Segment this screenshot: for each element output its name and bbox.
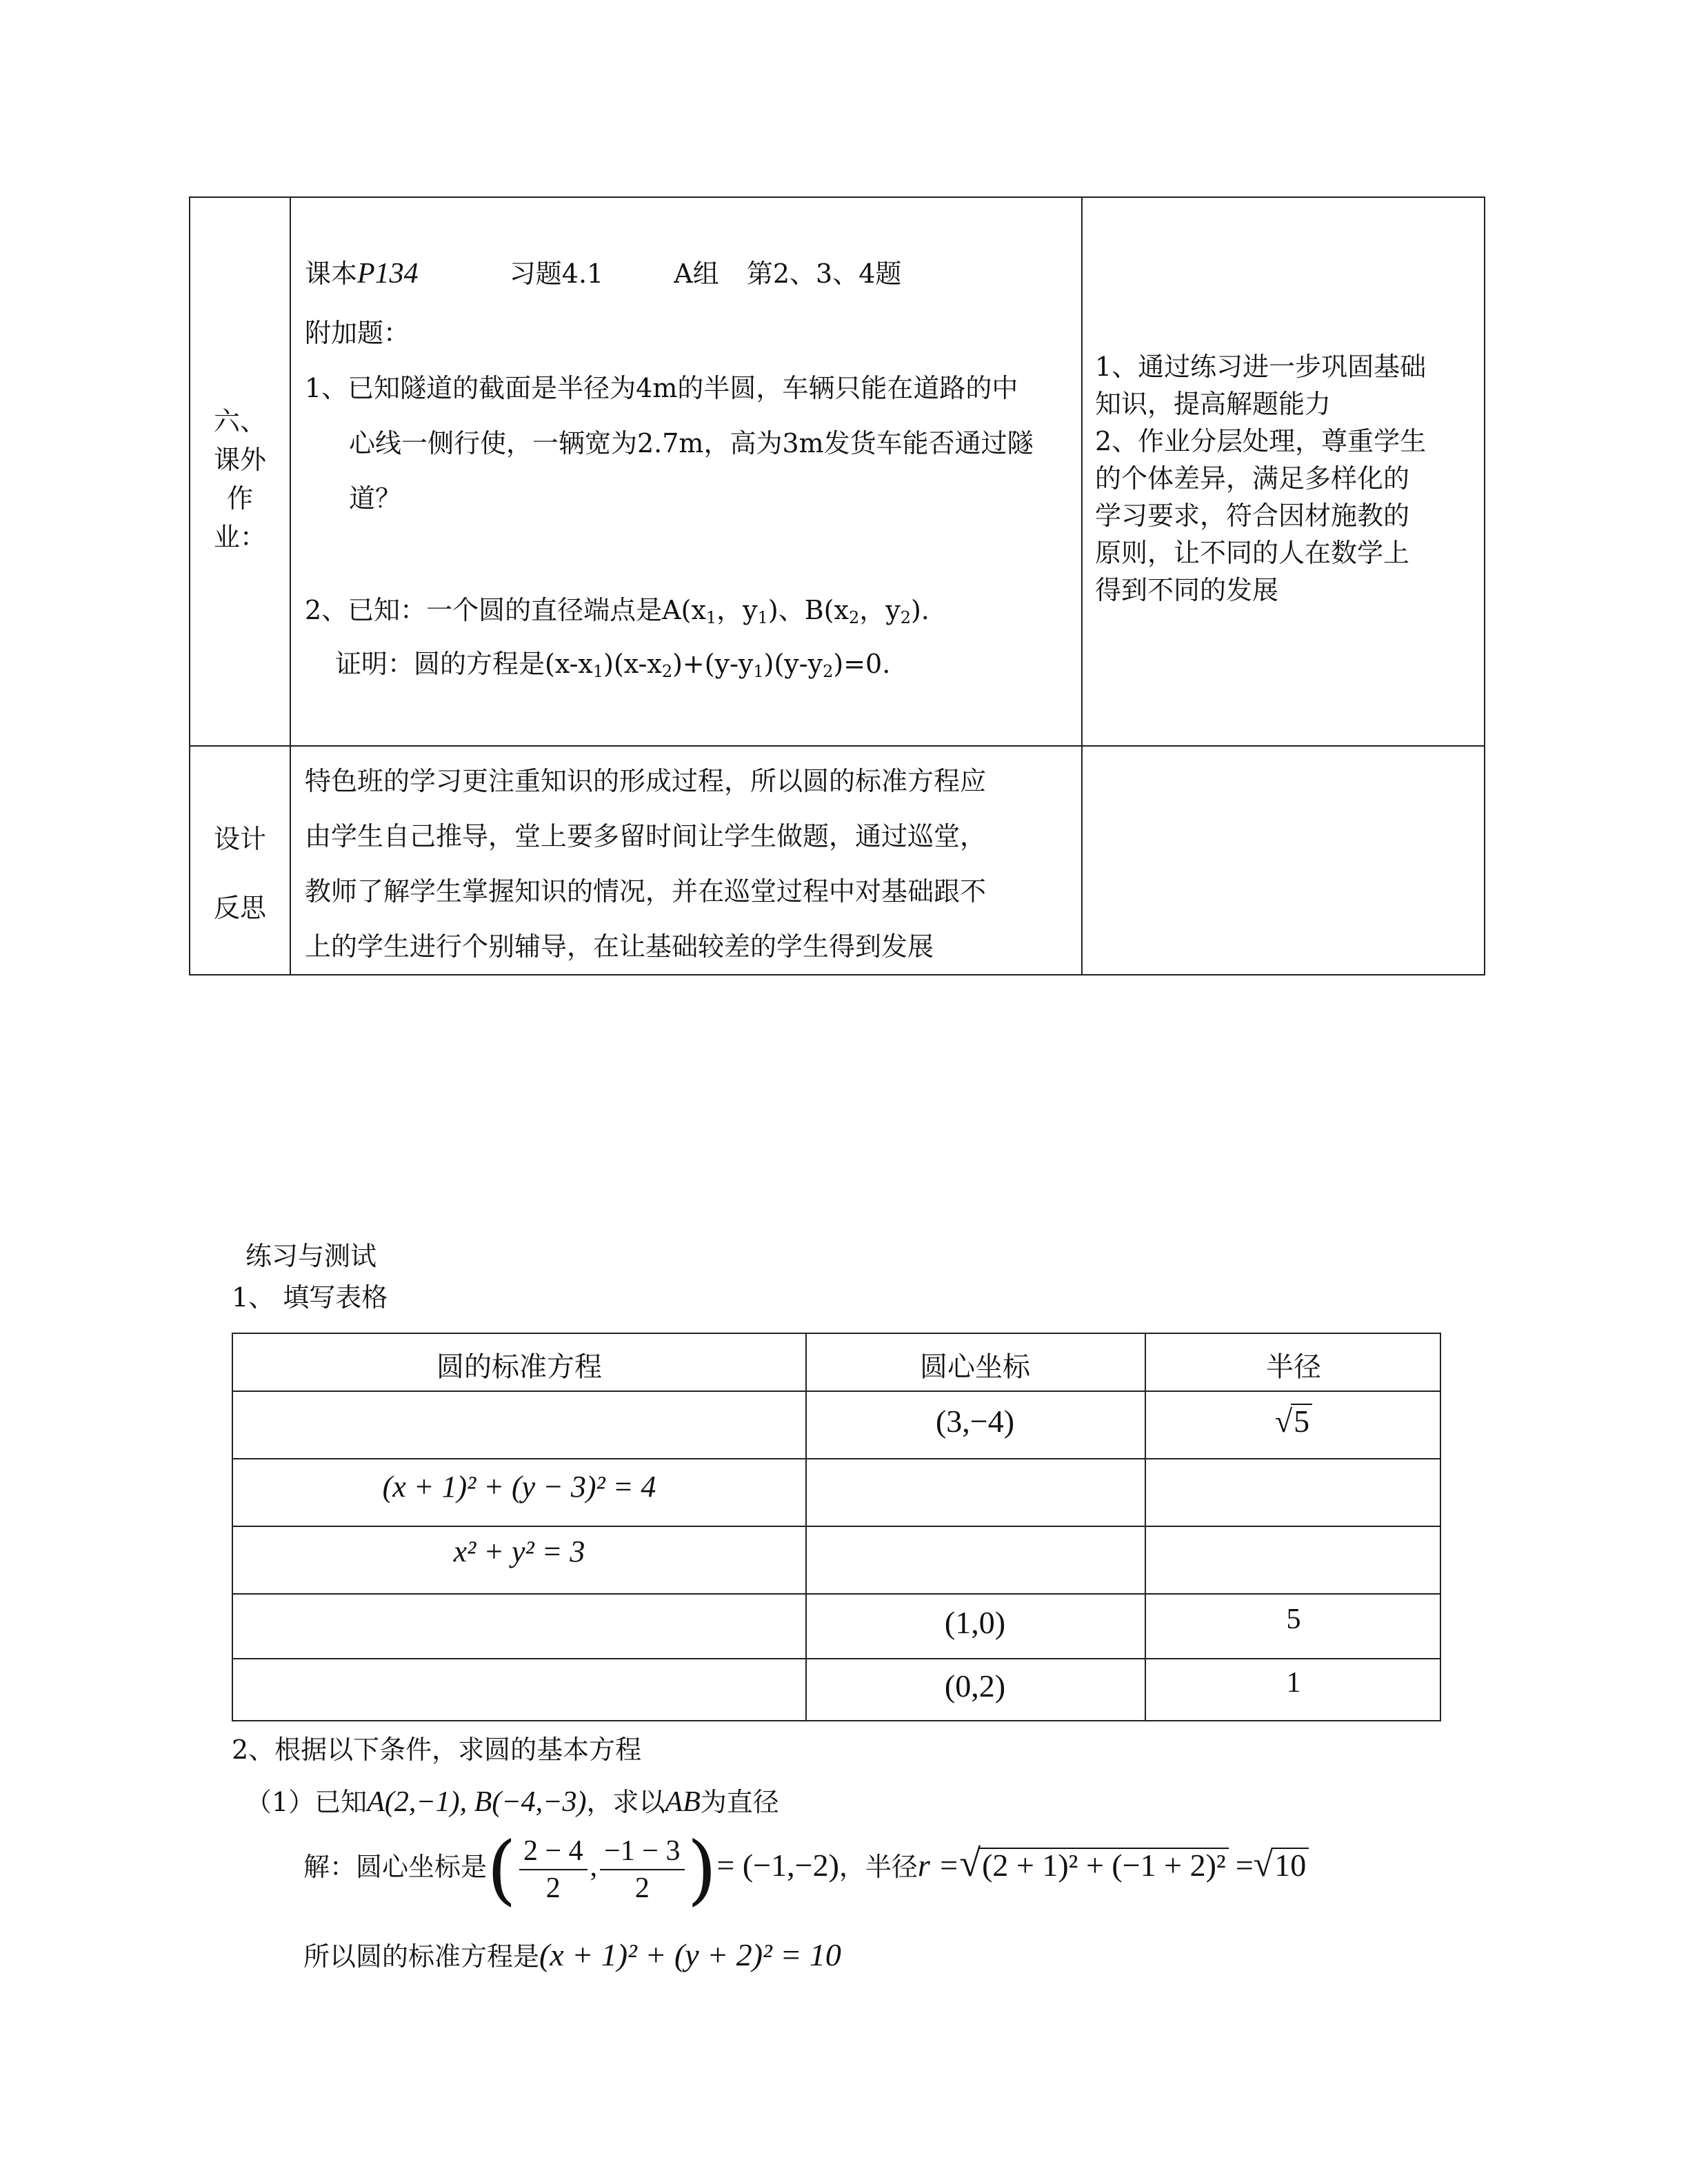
purpose-line: 得到不同的发展 [1095, 575, 1279, 605]
table-divider [805, 1334, 807, 1720]
row5-radius: 1 [1286, 1667, 1301, 1699]
label-line: 六、 [213, 406, 266, 436]
solution-line [303, 1825, 1309, 1914]
proof-text: )=0. [833, 649, 891, 679]
radicand: 5 [1291, 1404, 1312, 1438]
subscript: 2 [661, 662, 673, 681]
homework-purpose [1095, 348, 1481, 609]
proof-text: 证明：圆的方程是(x-x [335, 649, 593, 679]
proof-text: )(x-x [603, 649, 662, 679]
conclusion-equation: (x + 1)² + (y + 2)² = 10 [539, 1937, 841, 1972]
reflection-line: 由学生自己推导，堂上要多留时间让学生做题，通过巡堂， [305, 821, 987, 851]
denominator: 2 [634, 1872, 650, 1904]
fraction-x [519, 1833, 587, 1906]
exercise-group: A组 [674, 259, 719, 289]
q2-text: 2、已知：一个圆的直径端点是A(x [305, 595, 706, 625]
circle-table [232, 1333, 1441, 1721]
radius-label: ，半径 [838, 1852, 918, 1882]
table-divider [233, 1658, 1440, 1659]
row1-radius [1145, 1403, 1443, 1439]
radius-expr: r = [917, 1848, 960, 1883]
sub1-mid: ，求以 [586, 1787, 665, 1817]
subscript: 2 [848, 608, 860, 627]
extra-question-2 [305, 592, 930, 636]
row1-center: (3,−4) [935, 1404, 1015, 1439]
row3-equation: x² + y² = 3 [453, 1535, 585, 1568]
sqrt-symbol: √ [1274, 1404, 1293, 1439]
subscript: 1 [757, 608, 768, 627]
homework-label [208, 402, 272, 556]
numerator: −1 − 3 [600, 1833, 684, 1870]
exercise-items: 第2、3、4题 [746, 259, 902, 289]
extra-title: 附加题： [305, 318, 410, 348]
sub1-prefix: （1）已知 [245, 1787, 368, 1817]
header-radius: 半径 [1266, 1351, 1321, 1383]
sub1-points: A(2,−1), B(−4,−3) [367, 1786, 587, 1818]
label-line: 业： [213, 522, 266, 552]
table-divider [233, 1458, 1440, 1459]
fraction-y [600, 1833, 684, 1906]
subscript: 2 [823, 662, 834, 681]
proof-statement [335, 646, 890, 689]
header-equation: 圆的标准方程 [436, 1351, 602, 1383]
textbook-prefix: 课本 [305, 259, 358, 289]
textbook-page: P134 [357, 258, 419, 290]
purpose-line: 2、作业分层处理，尊重学生 [1095, 426, 1427, 456]
paren-left: ( [487, 1825, 516, 1914]
purpose-line: 知识，提高解题能力 [1095, 389, 1332, 419]
table-divider [233, 1593, 1440, 1595]
reflection-line: 特色班的学习更注重知识的形成过程，所以圆的标准方程应 [305, 766, 987, 796]
table-divider [290, 198, 291, 974]
label-line: 课外 [213, 445, 266, 475]
task2-title: 2、根据以下条件，求圆的基本方程 [232, 1735, 642, 1765]
label-line: 反思 [213, 893, 266, 923]
center-result: = (−1,−2) [716, 1848, 839, 1883]
table-divider [190, 745, 1484, 747]
radius-radicand: (2 + 1)² + (−1 + 2)² [979, 1848, 1229, 1882]
task2-sub1 [245, 1784, 779, 1820]
table-divider [233, 1526, 1440, 1527]
q2-text: ，y [859, 595, 901, 625]
subscript: 1 [705, 608, 717, 627]
reflection-line: 教师了解学生掌握知识的情况，并在巡堂过程中对基础跟不 [305, 876, 987, 907]
practice-title: 练习与测试 [245, 1241, 377, 1271]
paren-right: ) [687, 1825, 717, 1914]
conclusion-prefix: 所以圆的标准方程是 [303, 1941, 540, 1972]
sub1-ab: AB [665, 1786, 701, 1818]
table-divider [1145, 1334, 1146, 1720]
row2-equation: (x + 1)² + (y − 3)² = 4 [382, 1470, 656, 1504]
q2-text: ，y [716, 595, 758, 625]
sqrt-symbol: √ [959, 1842, 981, 1885]
extra-question-1-line1: 1、已知隧道的截面是半径为4m的半圆，车辆只能在道路的中 [305, 373, 1018, 403]
extra-question-1-line2: 心线一侧行使，一辆宽为2.7m，高为3m发货车能否通过隧 [349, 428, 1034, 458]
proof-text: )(y-y [763, 649, 823, 679]
subscript: 1 [592, 662, 604, 681]
q2-text: ). [910, 595, 930, 625]
radius-value: 10 [1272, 1848, 1309, 1882]
purpose-line: 1、通过练习进一步巩固基础 [1095, 352, 1427, 382]
reflection-line: 上的学生进行个别辅导，在让基础较差的学生得到发展 [305, 931, 934, 962]
q2-text: )、B(x [767, 595, 849, 625]
comma: , [590, 1851, 598, 1883]
reflection-content [305, 754, 986, 974]
table-divider [1081, 198, 1083, 974]
purpose-line: 的个体差异，满足多样化的 [1095, 463, 1410, 494]
row4-center: (1,0) [944, 1605, 1006, 1640]
subscript: 2 [900, 608, 911, 627]
solution-prefix: 解：圆心坐标是 [303, 1852, 488, 1882]
equals: = [1235, 1848, 1254, 1883]
sub1-suffix: 为直径 [700, 1787, 779, 1817]
label-line: 设计 [213, 824, 266, 854]
denominator: 2 [545, 1872, 561, 1904]
row5-center: (0,2) [944, 1668, 1006, 1703]
header-center: 圆心坐标 [920, 1351, 1030, 1383]
label-line: 作 [226, 483, 253, 514]
row4-radius: 5 [1286, 1604, 1301, 1635]
exercise-number: 习题4.1 [509, 259, 604, 289]
task1-title: 1、 填写表格 [232, 1282, 388, 1313]
subscript: 1 [753, 662, 764, 681]
textbook-assignment [305, 256, 901, 292]
proof-text: )+(y-y [672, 649, 754, 679]
reflection-label [208, 805, 272, 942]
numerator: 2 − 4 [519, 1833, 587, 1870]
purpose-line: 学习要求，符合因材施教的 [1095, 501, 1410, 531]
extra-question-1-line3: 道？ [349, 483, 402, 514]
sqrt-symbol: √ [1253, 1845, 1274, 1884]
table-divider [233, 1391, 1440, 1392]
lesson-plan-table [189, 196, 1485, 975]
conclusion-line [303, 1937, 841, 1974]
purpose-line: 原则，让不同的人在数学上 [1095, 538, 1410, 568]
